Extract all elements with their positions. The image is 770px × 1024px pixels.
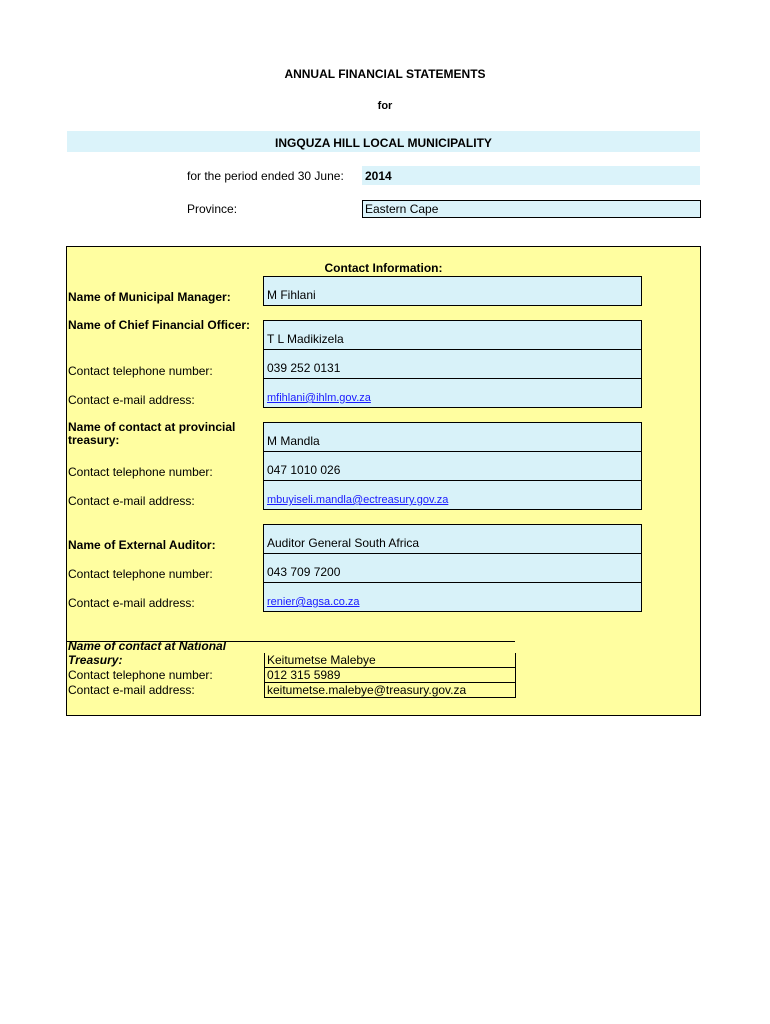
nat-email-value: keitumetse.malebye@treasury.gov.za (267, 683, 467, 697)
auditor-tel-value: 043 709 7200 (267, 565, 341, 579)
prov-email-label: Contact e-mail address: (68, 494, 195, 508)
prov-value: M Mandla (267, 434, 320, 448)
prov-email-link[interactable]: mbuyiseli.mandla@ectreasury.gov.za (267, 494, 449, 506)
nat-tel-label: Contact telephone number: (68, 668, 213, 682)
document-title: ANNUAL FINANCIAL STATEMENTS (284, 67, 486, 81)
nat-value: Keitumetse Malebye (267, 653, 376, 667)
province-label: Province: (187, 202, 238, 216)
nat-field[interactable] (264, 653, 516, 668)
period-year: 2014 (365, 169, 392, 183)
cfo-email-label: Contact e-mail address: (68, 393, 195, 407)
nat-tel-field[interactable] (264, 668, 516, 683)
province-field[interactable] (362, 200, 701, 218)
cfo-tel-field[interactable] (263, 349, 642, 379)
cfo-value: T L Madikizela (267, 332, 344, 346)
auditor-email-label: Contact e-mail address: (68, 596, 195, 610)
nat-divider (67, 641, 515, 642)
province-value: Eastern Cape (365, 202, 439, 216)
period-cell (362, 166, 700, 185)
prov-field[interactable] (263, 422, 642, 452)
prov-email-field[interactable] (263, 480, 642, 510)
auditor-email-field[interactable] (263, 582, 642, 612)
auditor-value: Auditor General South Africa (267, 536, 420, 550)
auditor-label: Name of External Auditor: (68, 538, 216, 552)
auditor-tel-field[interactable] (263, 553, 642, 583)
prov-tel-label: Contact telephone number: (68, 465, 213, 479)
municipality-band (67, 131, 700, 152)
cfo-email-link[interactable]: mfihlani@ihlm.gov.za (267, 392, 371, 404)
auditor-tel-label: Contact telephone number: (68, 567, 213, 581)
cfo-label: Name of Chief Financial Officer: (68, 318, 251, 332)
nat-tel-value: 012 315 5989 (267, 668, 341, 682)
auditor-field[interactable] (263, 524, 642, 554)
nat-email-field[interactable] (264, 683, 516, 698)
contact-box (66, 246, 701, 716)
cfo-tel-value: 039 252 0131 (267, 361, 341, 375)
manager-label: Name of Municipal Manager: (68, 290, 231, 304)
cfo-field[interactable] (263, 320, 642, 350)
period-label: for the period ended 30 June: (187, 169, 344, 183)
prov-tel-field[interactable] (263, 451, 642, 481)
cfo-tel-label: Contact telephone number: (68, 364, 213, 378)
manager-field[interactable] (263, 276, 642, 306)
manager-value: M Fihlani (267, 288, 316, 302)
prov-tel-value: 047 1010 026 (267, 463, 341, 477)
nat-label: Name of contact at National Treasury: (68, 639, 227, 667)
prov-label: Name of contact at provincial treasury: (68, 420, 236, 447)
auditor-email-link[interactable]: renier@agsa.co.za (267, 596, 360, 608)
municipality-name: INGQUZA HILL LOCAL MUNICIPALITY (275, 136, 492, 150)
for-label: for (377, 100, 393, 112)
cfo-email-field[interactable] (263, 378, 642, 408)
nat-email-label: Contact e-mail address: (68, 683, 195, 697)
contact-heading: Contact Information: (324, 261, 443, 275)
